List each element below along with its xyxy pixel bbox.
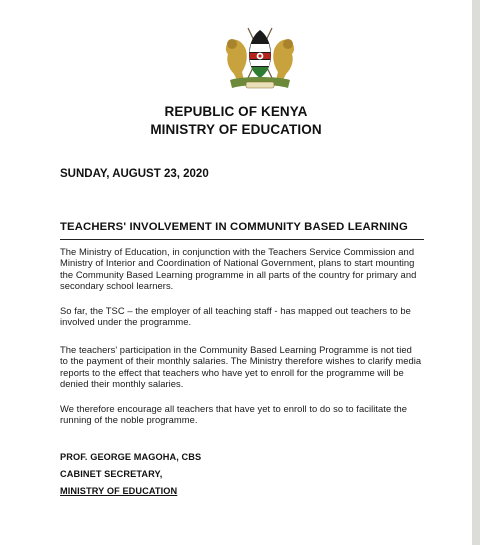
paragraph-line: We therefore encourage all teachers that have yet to enroll to do so to facilitate the	[60, 403, 408, 414]
signatory-name: PROF. GEORGE MAGOHA, CBS	[60, 452, 202, 462]
signatory-position: CABINET SECRETARY,	[60, 469, 163, 479]
paragraph-line: The Ministry of Education, in conjunction with the Teachers Service Commission and	[60, 246, 415, 257]
paragraph-line: Ministry of Interior and Coordination of National Government, plans to start mounting	[60, 257, 415, 269]
paragraph	[60, 344, 428, 389]
paragraph	[60, 305, 428, 328]
title-underline	[60, 239, 424, 240]
country-heading: REPUBLIC OF KENYA	[164, 104, 308, 119]
paragraph-line: secondary school learners.	[60, 279, 174, 291]
page-edge	[472, 0, 480, 545]
paragraph-line: to the payment of their monthly salaries. The Ministry therefore wishes to clarify media	[60, 355, 422, 367]
paragraph-line: So far, the TSC – the employer of all teaching staff - has mapped out teachers to be	[60, 305, 411, 316]
paragraph	[60, 246, 428, 291]
paragraph-line: involved under the programme.	[60, 316, 192, 328]
paragraph-line: running of the noble programme.	[60, 414, 198, 426]
statement-date: SUNDAY, AUGUST 23, 2020	[60, 168, 209, 180]
paragraph-line: the Community Based Learning programme in all parts of the country for primary and	[60, 268, 417, 280]
signatory-ministry: MINISTRY OF EDUCATION	[60, 486, 178, 496]
ministry-heading: MINISTRY OF EDUCATION	[150, 122, 322, 137]
paragraph-line: The teachers' participation in the Community Based Learning Programme is not tied	[60, 344, 412, 355]
paragraph-line: denied their monthly salaries.	[60, 377, 184, 389]
kenya-coat-of-arms-icon	[222, 22, 298, 92]
paragraph	[60, 403, 428, 426]
paragraph-line: reports to the effect that teachers who have yet to enroll for the programme will be	[60, 366, 404, 378]
statement-title: TEACHERS' INVOLVEMENT IN COMMUNITY BASED LEARNING	[60, 221, 408, 233]
